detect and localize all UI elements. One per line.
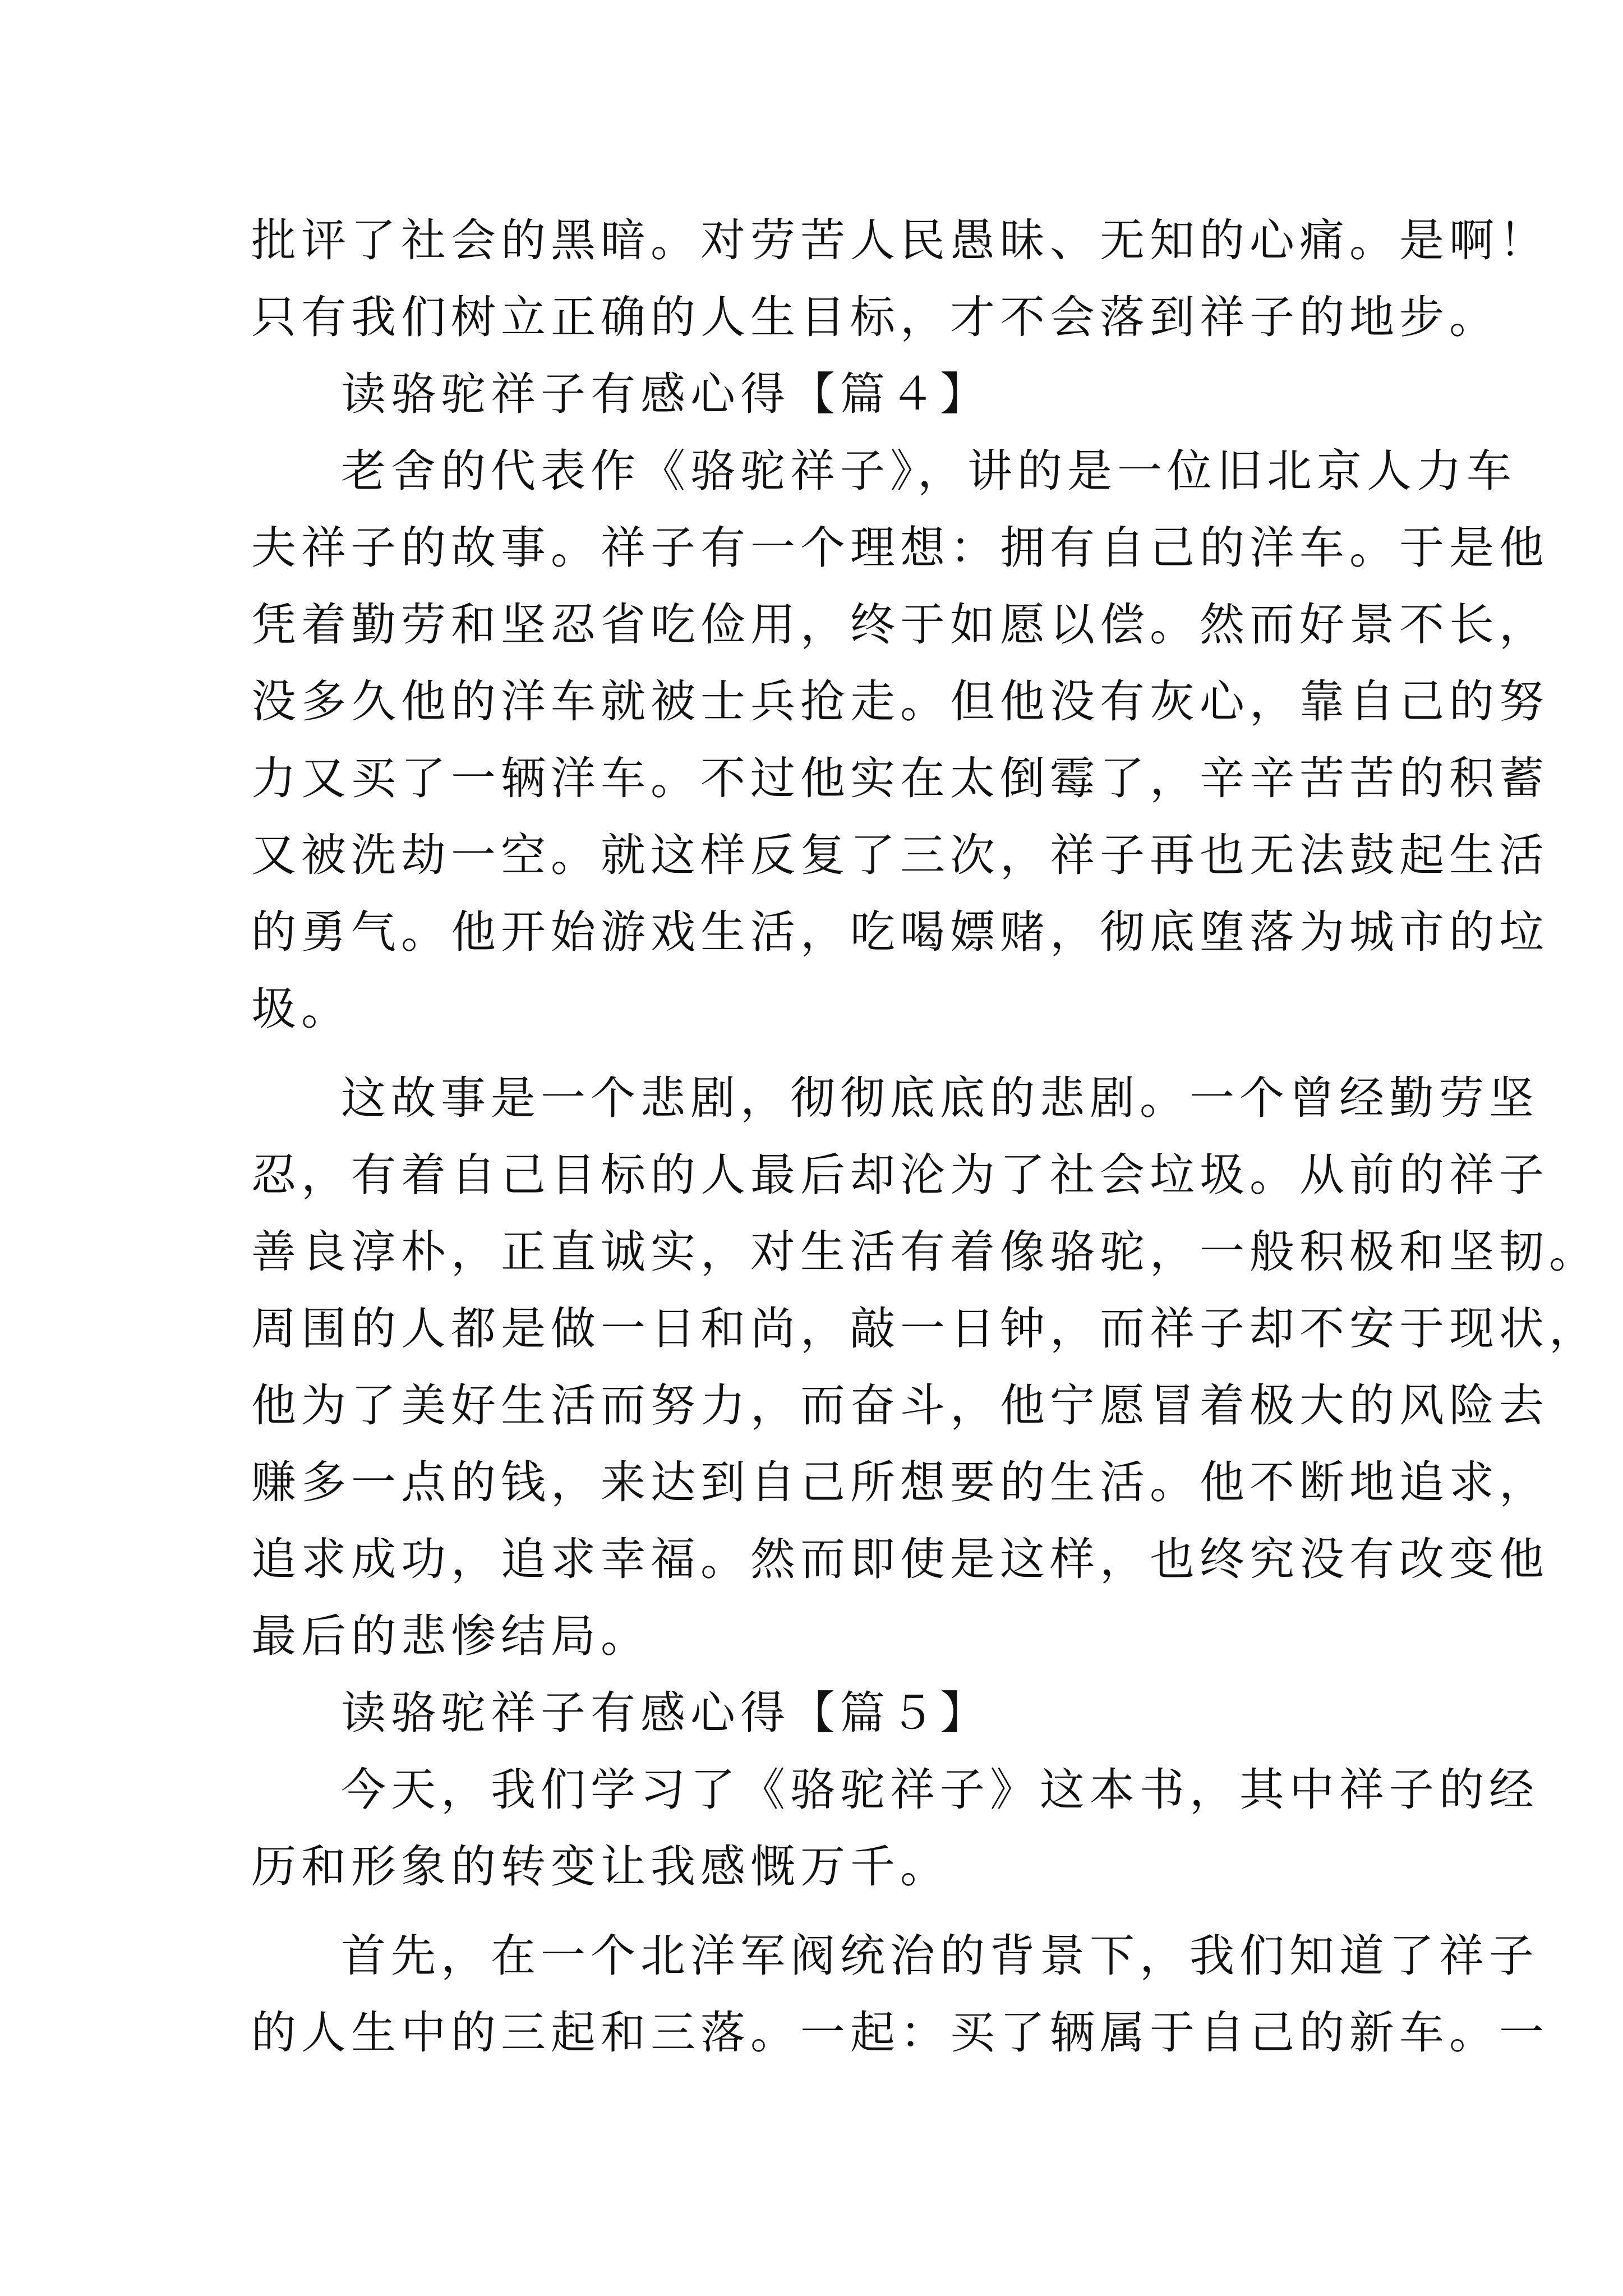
body-line: 最后的悲惨结局。 <box>251 1610 651 1662</box>
body-line: 他为了美好生活而努力，而奋斗，他宁愿冒着极大的风险去 <box>251 1379 1549 1432</box>
body-line: 的勇气。他开始游戏生活，吃喝嫖赌，彻底堕落为城市的垃 <box>251 906 1549 958</box>
document-body <box>251 202 1599 2071</box>
body-line: 批评了社会的黑暗。对劳苦人民愚昧、无知的心痛。是啊！ <box>251 214 1549 266</box>
body-line: 只有我们树立正确的人生目标，才不会落到祥子的地步。 <box>251 291 1499 343</box>
paragraph-spacer <box>251 1905 1384 1917</box>
body-line: 力又买了一辆洋车。不过他实在太倒霉了，辛辛苦苦的积蓄 <box>251 752 1549 804</box>
body-line: 历和形象的转变让我感慨万千。 <box>251 1841 950 1893</box>
paragraph-first-line: 老舍的代表作《骆驼祥子》，讲的是一位旧北京人力车 <box>341 445 1516 497</box>
body-line: 周围的人都是做一日和尚，敲一日钟，而祥子却不安于现状， <box>251 1303 1599 1355</box>
body-line: 的人生中的三起和三落。一起：买了辆属于自己的新车。一 <box>251 2007 1549 2059</box>
paragraph-first-line: 今天，我们学习了《骆驼祥子》这本书，其中祥子的经 <box>341 1764 1539 1816</box>
body-line: 赚多一点的钱，来达到自己所想要的生活。他不断地追求， <box>251 1456 1549 1508</box>
paragraph-first-line: 首先，在一个北洋军阀统治的背景下，我们知道了祥子 <box>341 1930 1539 1982</box>
body-line: 没多久他的洋车就被士兵抢走。但他没有灰心，靠自己的努 <box>251 675 1549 728</box>
body-line: 夫祥子的故事。祥子有一个理想：拥有自己的洋车。于是他 <box>251 522 1549 574</box>
paragraph-first-line: 这故事是一个悲剧，彻彻底底的悲剧。一个曾经勤劳坚 <box>341 1072 1539 1124</box>
section-heading: 读骆驼祥子有感心得【篇５】 <box>341 1687 990 1739</box>
section-heading: 读骆驼祥子有感心得【篇４】 <box>341 368 990 420</box>
body-line: 圾。 <box>251 983 351 1035</box>
body-line: 忍，有着自己目标的人最后却沦为了社会垃圾。从前的祥子 <box>251 1149 1549 1201</box>
body-line: 追求成功，追求幸福。然而即使是这样，也终究没有改变他 <box>251 1533 1549 1585</box>
body-line: 又被洗劫一空。就这样反复了三次，祥子再也无法鼓起生活 <box>251 829 1549 881</box>
body-line: 凭着勤劳和坚忍省吃俭用，终于如愿以偿。然而好景不长， <box>251 599 1549 651</box>
body-line: 善良淳朴，正直诚实，对生活有着像骆驼，一般积极和坚韧。 <box>251 1226 1599 1278</box>
paragraph-spacer <box>251 1047 1384 1060</box>
